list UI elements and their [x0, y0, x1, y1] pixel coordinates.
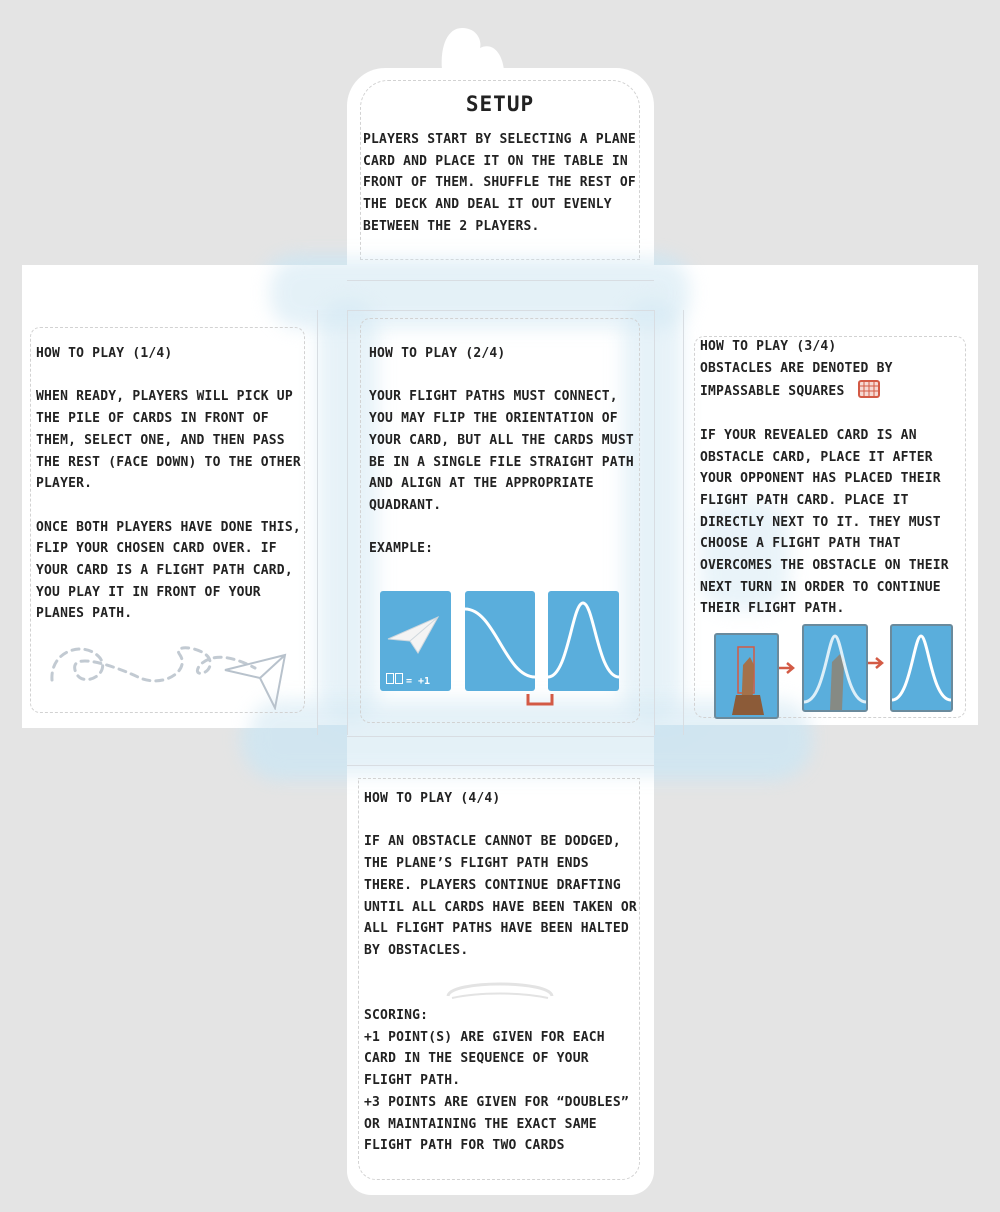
panel2-example-label: EXAMPLE:: [369, 541, 434, 557]
panel3-line1: OBSTACLES ARE DENOTED BY IMPASSABLE SQUARES: [700, 360, 893, 400]
impassable-square-icon: [857, 379, 881, 399]
flight-swirl-illustration: [40, 630, 300, 710]
scoring-label: SCORING:: [364, 1008, 429, 1023]
fold-line: [347, 310, 348, 735]
panel1-paragraph-1: WHEN READY, PLAYERS WILL PICK UP THE PILE OF CARDS IN FRONT OF THEM, SELECT ONE, AND THEN PASS THE REST (FACE DOWN) TO THE OTHER PLAYER.: [36, 389, 301, 492]
flight-curve: [465, 591, 535, 691]
card-score-label: = +1: [386, 673, 430, 687]
setup-title: SETUP: [465, 92, 535, 116]
flight-path-card: [890, 624, 953, 712]
panel4-heading: HOW TO PLAY (4/4): [364, 791, 501, 806]
panel3-paragraph-2: IF YOUR REVEALED CARD IS AN OBSTACLE CARD, PLACE IT AFTER YOUR OPPONENT HAS PLACED THEIR FLIGHT PATH CARD. PLACE IT DIRECTLY NEXT TO IT. THEY MUST CHOOSE A FLIGHT PATH THAT OVERCOMES THE OBSTACLE ON THEIR NEXT TURN IN ORDER TO CONTINUE THEIR FLIGHT PATH.: [700, 427, 949, 617]
fold-line: [347, 765, 654, 766]
flight-curve-with-obstacle: [804, 626, 866, 710]
panel4: [364, 788, 639, 962]
setup-body: PLAYERS START BY SELECTING A PLANE CARD AND PLACE IT ON THE TABLE IN FRONT OF THEM. SHUFFLE THE REST OF THE DECK AND DEAL IT OUT EVENLY BETWEEN THE 2 PLAYERS.: [363, 132, 636, 234]
scoring-rule-2: +3 POINTS ARE GIVEN FOR “DOUBLES” OR MAINTAINING THE EXACT SAME FLIGHT PATH FOR TWO CARDS: [364, 1094, 629, 1154]
panel4-paragraph-1: IF AN OBSTACLE CANNOT BE DODGED, THE PLANE’S FLIGHT PATH ENDS THERE. PLAYERS CONTINUE DRAFTING UNTIL ALL CARDS HAVE BEEN TAKEN OR ALL FLIGHT PATHS HAVE BEEN HALTED BY OBSTACLES.: [364, 834, 637, 958]
panel1: [36, 343, 306, 625]
decorative-arc: [440, 972, 560, 1002]
panel2-heading: HOW TO PLAY (2/4): [369, 346, 506, 361]
fold-line: [683, 310, 684, 735]
fold-line: [317, 310, 318, 735]
arrow-right-icon: [777, 660, 797, 676]
flight-path-card: [548, 591, 619, 691]
panel1-paragraph-2: ONCE BOTH PLAYERS HAVE DONE THIS, FLIP YOUR CHOSEN CARD OVER. IF YOUR CARD IS A FLIGHT PATH CARD, YOU PLAY IT IN FRONT OF YOUR PLANES PATH.: [36, 519, 301, 622]
panel3: [700, 336, 968, 620]
obstacle-overlap-card: [802, 624, 868, 712]
plane-card: [380, 591, 451, 691]
panel1-heading: HOW TO PLAY (1/4): [36, 346, 173, 361]
panel2: [369, 343, 639, 560]
arrow-right-icon: [866, 655, 886, 671]
fold-line: [347, 280, 654, 281]
flight-path-card: [465, 591, 535, 691]
flight-curve: [548, 591, 619, 691]
align-bracket: [525, 690, 555, 710]
fold-line: [347, 310, 654, 311]
scoring-section: [364, 1005, 639, 1157]
fold-line: [347, 736, 654, 737]
tab-notch: [420, 20, 520, 80]
panel2-paragraph-1: YOUR FLIGHT PATHS MUST CONNECT, YOU MAY FLIP THE ORIENTATION OF YOUR CARD, BUT ALL THE CARDS MUST BE IN A SINGLE FILE STRAIGHT PATH AND ALIGN AT THE APPROPRIATE QUADRANT.: [369, 389, 634, 513]
fold-line: [654, 310, 655, 735]
giraffe-obstacle: [716, 635, 777, 717]
obstacle-card: [714, 633, 779, 719]
flight-curve: [892, 626, 951, 710]
panel3-heading: HOW TO PLAY (3/4): [700, 339, 837, 354]
scoring-rule-1: +1 POINT(S) ARE GIVEN FOR EACH CARD IN THE SEQUENCE OF YOUR FLIGHT PATH.: [364, 1029, 605, 1089]
